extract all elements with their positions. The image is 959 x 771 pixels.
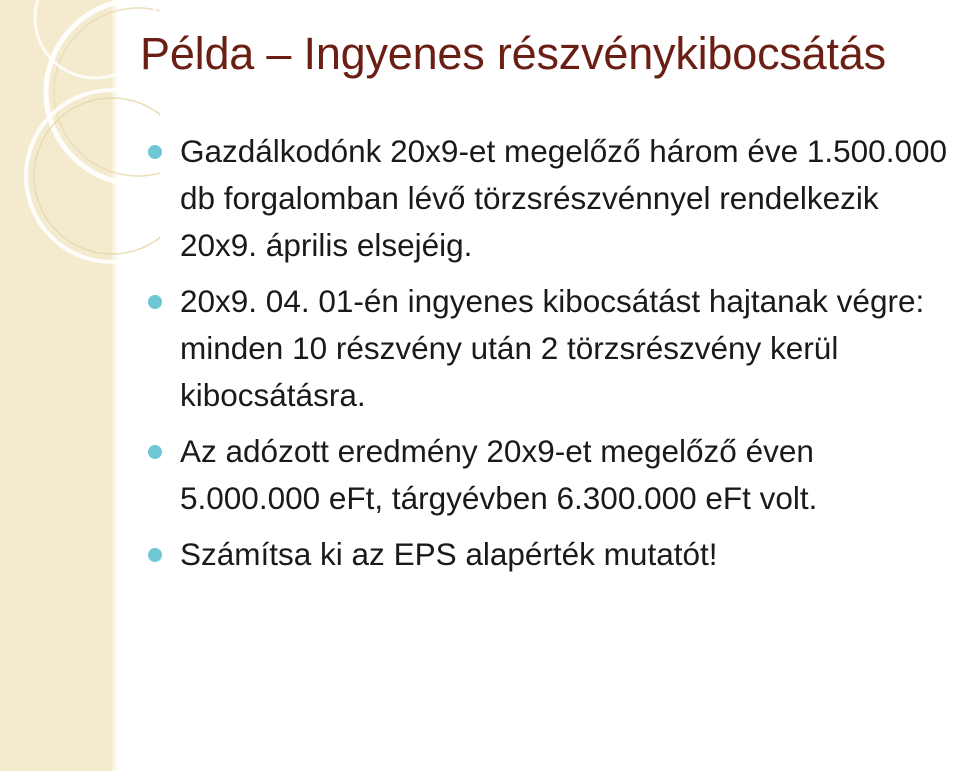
bullet-dot-icon	[148, 445, 162, 459]
bullet-dot-icon	[148, 295, 162, 309]
bullet-dot-icon	[148, 145, 162, 159]
bullet-item	[148, 531, 956, 578]
decorative-rings	[0, 0, 160, 320]
bullet-item	[148, 128, 956, 269]
bullet-text: Gazdálkodónk 20x9-et megelőző három éve 1.500.000 db forgalomban lévő törzsrészvénnyel rendelkezik 20x9. április elsejéig.	[180, 133, 947, 263]
slide-title: Példa – Ingyenes részvénykibocsátás	[140, 28, 886, 79]
bullet-dot-icon	[148, 548, 162, 562]
bullet-list	[148, 128, 956, 587]
bullet-item	[148, 428, 956, 522]
bullet-text: 20x9. 04. 01-én ingyenes kibocsátást hajtanak végre: minden 10 részvény után 2 törzsrészvény kerül kibocsátásra.	[180, 283, 925, 413]
bullet-item	[148, 278, 956, 419]
bullet-text: Az adózott eredmény 20x9-et megelőző éven 5.000.000 eFt, tárgyévben 6.300.000 eFt volt.	[180, 433, 818, 516]
bullet-text: Számítsa ki az EPS alapérték mutatót!	[180, 536, 718, 572]
